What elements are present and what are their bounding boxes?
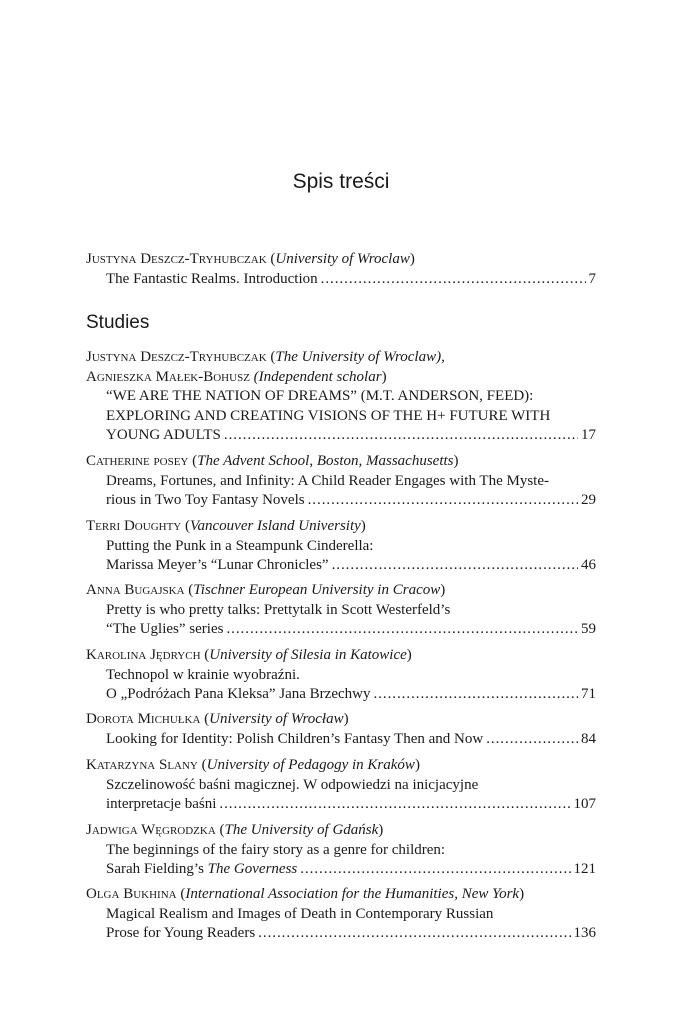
toc-entry: [86, 821, 596, 880]
affiliation: (Independent scholar: [253, 368, 382, 385]
article-title: Looking for Identity: Polish Children’s Fantasy Then and Now: [106, 730, 484, 747]
dot-leader: [300, 860, 570, 880]
author-name: Justyna Deszcz-Tryhubczak: [86, 349, 267, 365]
dot-leader: [219, 795, 570, 815]
affiliation: Tischner European University in Cracow: [193, 582, 441, 598]
article-title: Prose for Young Readers: [106, 925, 256, 941]
article-title: Magical Realism and Images of Death in Contemporary Russian: [106, 905, 494, 922]
article-title: “WE ARE THE NATION OF DREAMS” (M.T. ANDERSON, FEED):: [106, 388, 534, 404]
author-line: Anna Bugajska (Tischner European University in Cracow): [86, 582, 446, 598]
dot-leader: [308, 491, 578, 511]
article-title: Dreams, Fortunes, and Infinity: A Child Reader Engages with The Myste-: [106, 472, 549, 489]
author-line: Dorota Michułka (University of Wrocław): [86, 711, 349, 727]
toc-line[interactable]: [86, 620, 596, 640]
author-name: Anna Bugajska: [86, 582, 185, 598]
affiliation: University of Wrocław: [209, 711, 344, 727]
article-title: Szczelinowość baśni magicznej. W odpowiedzi na inicjacyjne: [106, 776, 479, 793]
article-title: [106, 860, 297, 880]
toc-line[interactable]: [86, 491, 596, 511]
dot-leader: [224, 426, 578, 446]
article-title: O „Podróżach Pana Kleksa” Jana Brzechwy: [106, 686, 371, 702]
dot-leader: [373, 685, 578, 705]
article-title: Putting the Punk in a Steampunk Cinderella:: [106, 537, 374, 554]
article-title: The Fantastic Realms. Introduction: [106, 270, 318, 287]
author-name: Justyna Deszcz-Tryhubczak: [86, 251, 267, 267]
article-title: Technopol w krainie wyobraźni.: [106, 666, 300, 683]
article-title: The beginnings of the fairy story as a genre for children:: [106, 841, 446, 858]
toc-entry: [86, 517, 596, 576]
affiliation: University of Silesia in Katowice: [209, 647, 407, 663]
toc-entry: [86, 348, 596, 446]
title-prefix: Sarah Fielding’s: [106, 861, 208, 877]
author-line: Jadwiga Węgrodzka (The University of Gdańsk): [86, 822, 384, 838]
dot-leader: [332, 556, 578, 576]
toc-line[interactable]: [86, 860, 596, 880]
author-line: Katarzyna Slany (University of Pedagogy in Kraków): [86, 757, 420, 773]
toc-entry: [86, 452, 596, 511]
author-name: Jadwiga Węgrodzka: [86, 822, 216, 838]
affiliation: University of Wroclaw: [275, 251, 410, 267]
author-name: Dorota Michułka: [86, 711, 201, 727]
author-name: Agnieszka Małek-Bohusz: [86, 368, 250, 385]
affiliation: International Association for the Humanities, New York: [185, 886, 520, 902]
affiliation: Vancouver Island University: [190, 518, 361, 534]
author-line: Olga Bukhina (International Association for the Humanities, New York): [86, 886, 525, 902]
book-title: The Governess: [207, 861, 298, 877]
author-line: Terri Doughty (Vancouver Island University): [86, 518, 366, 534]
page-number: 84: [581, 730, 596, 747]
toc-entry: [86, 710, 596, 749]
toc-line[interactable]: [86, 556, 596, 576]
toc-entry: [86, 581, 596, 640]
affiliation: The University of Gdańsk: [224, 822, 379, 838]
page-number: 71: [581, 686, 596, 702]
toc-line[interactable]: [86, 426, 596, 446]
toc-line[interactable]: [86, 685, 596, 705]
toc-line[interactable]: [86, 730, 596, 750]
page-number: 46: [581, 557, 596, 573]
page-title: Spis treści: [292, 170, 390, 193]
page-number: 121: [573, 861, 596, 877]
author-line: Justyna Deszcz-Tryhubczak (University of Wroclaw): [86, 251, 415, 267]
page-number: 136: [573, 925, 596, 941]
author-line: Catherine posey (The Advent School, Boston, Massachusetts): [86, 453, 459, 469]
author-line: Karolina Jędrych (University of Silesia in Katowice): [86, 647, 412, 663]
article-title: interpretacje baśni: [106, 796, 217, 812]
toc-line[interactable]: [86, 270, 596, 290]
author-name: Catherine posey: [86, 453, 189, 469]
page-number: 29: [581, 492, 596, 508]
page-number: 7: [588, 270, 596, 287]
toc-entry-introduction: [86, 250, 596, 289]
dot-leader: [226, 620, 578, 640]
dot-leader: [321, 270, 586, 290]
author-name: Karolina Jędrych: [86, 647, 201, 663]
toc-line[interactable]: [86, 924, 596, 944]
section-heading: Studies: [86, 312, 150, 333]
article-title: YOUNG ADULTS: [106, 427, 221, 443]
affiliation: The Advent School, Boston, Massachusetts: [197, 453, 454, 469]
dot-leader: [486, 730, 578, 750]
toc-entry: [86, 756, 596, 815]
author-name: Katarzyna Slany: [86, 757, 198, 773]
dot-leader: [258, 924, 570, 944]
article-title: “The Uglies” series: [106, 621, 224, 637]
affiliation: The University of Wroclaw),: [275, 349, 445, 365]
affiliation: University of Pedagogy in Kraków: [206, 757, 415, 773]
article-title: Marissa Meyer’s “Lunar Chronicles”: [106, 557, 329, 573]
author-line: Justyna Deszcz-Tryhubczak (The University of Wroclaw),: [86, 349, 445, 365]
toc-entry: [86, 646, 596, 705]
page-number: 107: [573, 796, 596, 812]
article-title: EXPLORING AND CREATING VISIONS OF THE H+ FUTURE WITH: [106, 407, 551, 424]
author-line: Agnieszka Małek-Bohusz (Independent scholar): [86, 368, 387, 385]
page-number: 17: [581, 427, 596, 443]
author-name: Olga Bukhina: [86, 886, 177, 902]
toc-entry: [86, 885, 596, 944]
article-title: rious in Two Toy Fantasy Novels: [106, 492, 305, 508]
article-title: Pretty is who pretty talks: Prettytalk in Scott Westerfeld’s: [106, 601, 451, 618]
author-name: Terri Doughty: [86, 518, 182, 534]
page-number: 59: [581, 621, 596, 637]
toc-line[interactable]: [86, 795, 596, 815]
